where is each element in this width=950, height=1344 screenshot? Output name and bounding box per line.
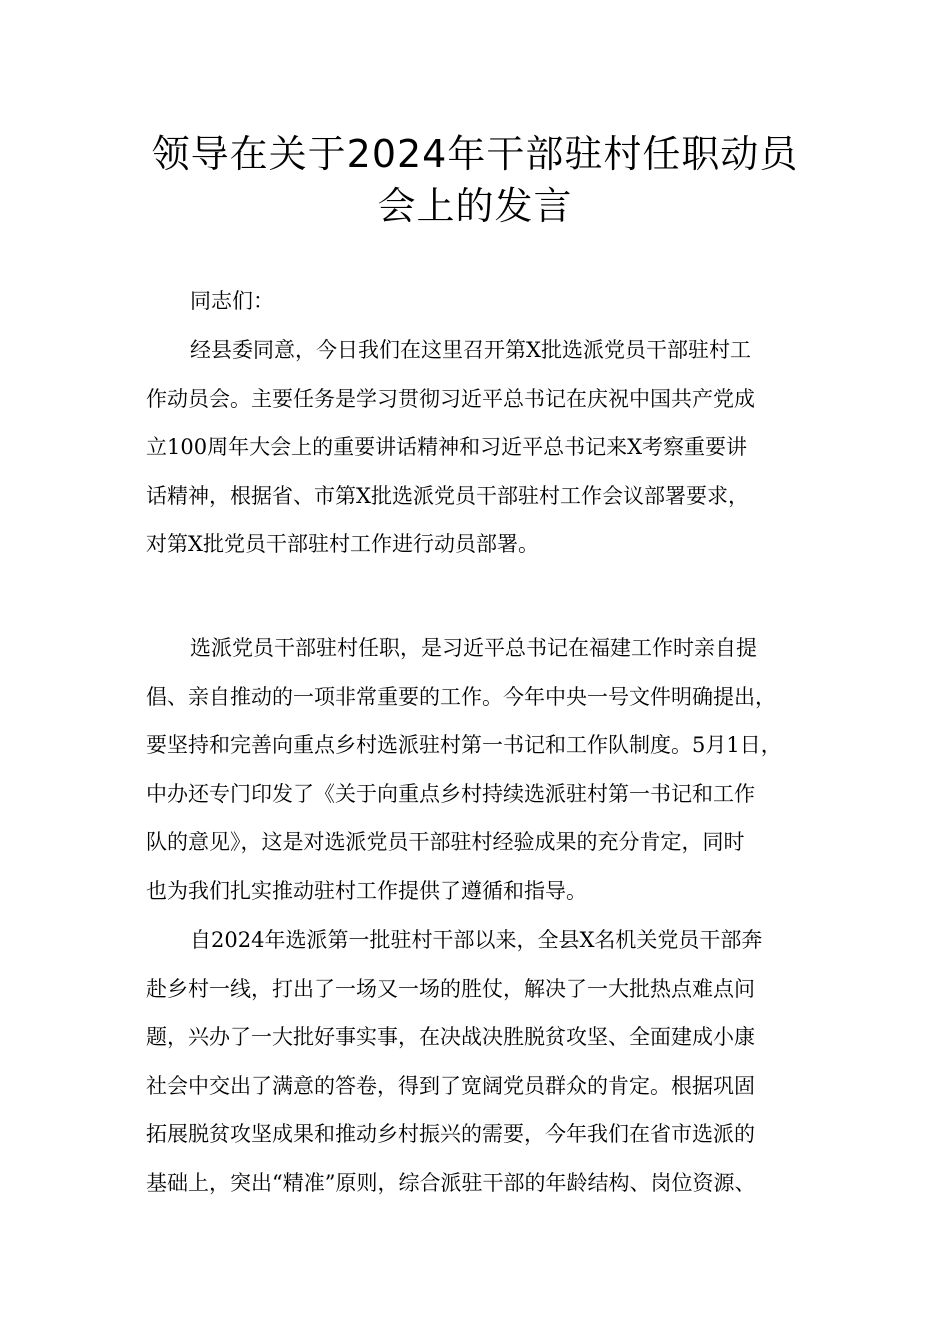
paragraph-3 — [146, 916, 826, 1208]
paragraph-2-line: 中办还专门印发了《关于向重点乡村持续选派驻村第一书记和工作 — [146, 781, 755, 806]
paragraph-1-line: 对第X批党员干部驻村工作进行动员部署。 — [146, 532, 539, 557]
paragraph-1-line: 作动员会。主要任务是学习贯彻习近平总书记在庆祝中国共产党成 — [146, 386, 755, 411]
paragraph-2-line: 倡、亲自推动的一项非常重要的工作。今年中央一号文件明确提出， — [146, 684, 776, 709]
paragraph-3-line: 赴乡村一线，打出了一场又一场的胜仗，解决了一大批热点难点问 — [146, 976, 755, 1001]
paragraph-3-line: 基础上，突出“精准”原则，综合派驻干部的年龄结构、岗位资源、 — [146, 1170, 756, 1195]
paragraph-3-line: 社会中交出了满意的答卷，得到了宽阔党员群众的肯定。根据巩固 — [146, 1073, 755, 1098]
salutation-block — [146, 277, 826, 326]
document-title-line-2: 会上的发言 — [377, 184, 573, 228]
paragraph-2 — [146, 624, 826, 916]
salutation: 同志们： — [190, 289, 274, 313]
paragraph-1-line: 立100周年大会上的重要讲话精神和习近平总书记来X考察重要讲 — [146, 435, 748, 460]
paragraph-2-line: 要坚持和完善向重点乡村选派驻村第一书记和工作队制度。5月1日， — [146, 733, 782, 758]
paragraph-3-line: 题，兴办了一大批好事实事，在决战决胜脱贫攻坚、全面建成小康 — [146, 1025, 755, 1050]
paragraph-2-line: 也为我们扎实推动驻村工作提供了遵循和指导。 — [146, 878, 587, 903]
paragraph-1-line: 经县委同意，今日我们在这里召开第X批选派党员干部驻村工 — [190, 338, 751, 362]
document-title-line-1: 领导在关于2024年干部驻村任职动员 — [151, 132, 799, 176]
paragraph-2-line: 选派党员干部驻村任职，是习近平总书记在福建工作时亲自提 — [190, 636, 757, 660]
paragraph-1-line: 话精神，根据省、市第X批选派党员干部驻村工作会议部署要求， — [146, 483, 749, 508]
paragraph-3-line: 自2024年选派第一批驻村干部以来，全县X名机关党员干部奔 — [190, 928, 763, 952]
paragraph-1 — [146, 326, 826, 569]
paragraph-3-line: 拓展脱贫攻坚成果和推动乡村振兴的需要，今年我们在省市选派的 — [146, 1122, 755, 1147]
paragraph-2-line: 队的意见》，这是对选派党员干部驻村经验成果的充分肯定，同时 — [146, 830, 745, 855]
